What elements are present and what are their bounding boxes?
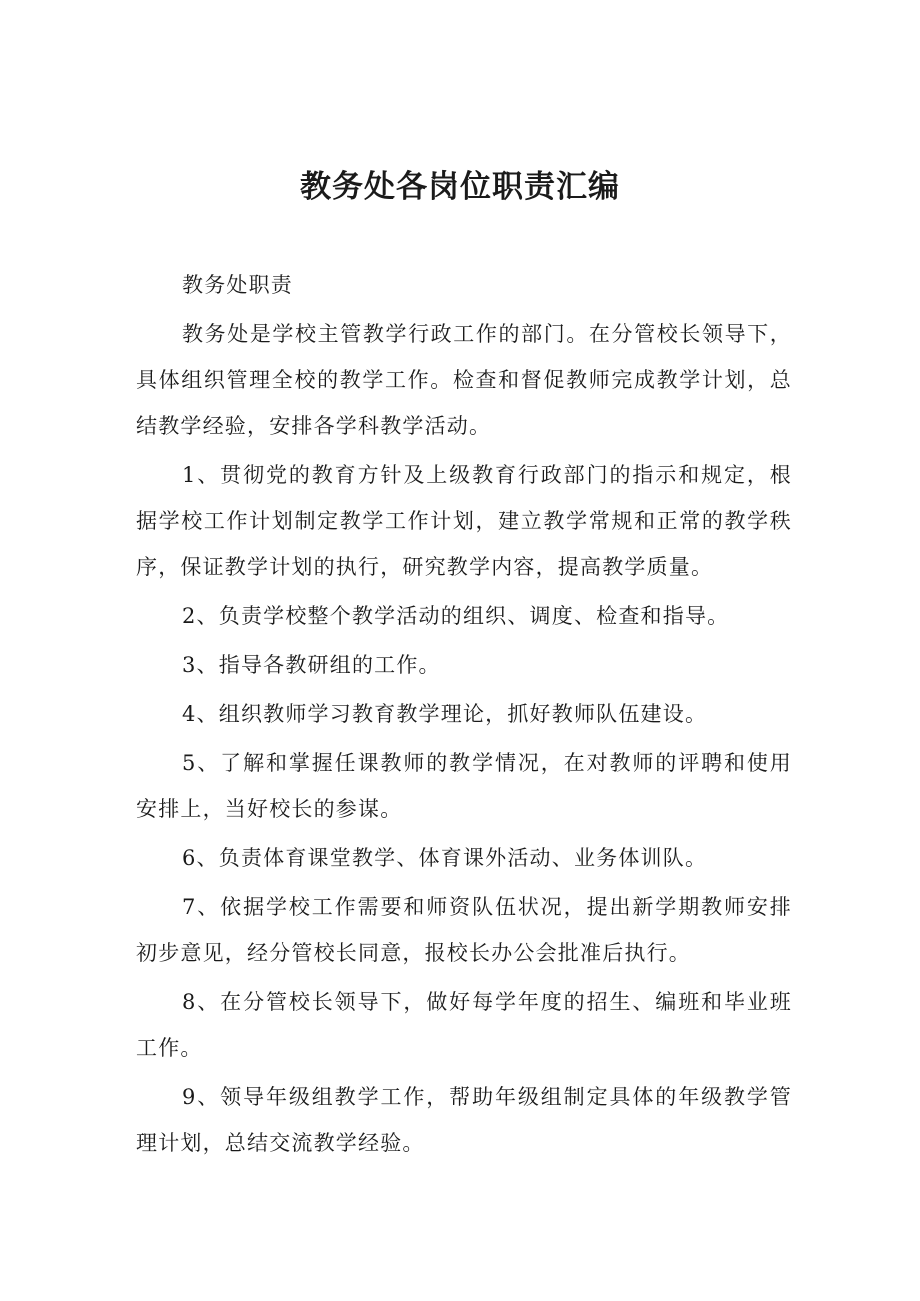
duty-item-4: 4、组织教师学习教育教学理论，抓好教师队伍建设。 bbox=[182, 702, 708, 726]
document-body bbox=[136, 262, 792, 1169]
duty-item-3: 3、指导各教研组的工作。 bbox=[182, 653, 441, 677]
intro-paragraph: 教务处是学校主管教学行政工作的部门。在分管校长领导下，具体组织管理全校的教学工作。检查和督促教师完成教学计划，总结教学经验，安排各学科教学活动。 bbox=[136, 322, 792, 438]
duty-item-5: 5、了解和掌握任课教师的教学情况，在对教师的评聘和使用安排上，当好校长的参谋。 bbox=[136, 751, 792, 821]
duty-item-6: 6、负责体育课堂教学、体育课外活动、业务体训队。 bbox=[182, 846, 708, 870]
duty-item-8: 8、在分管校长领导下，做好每学年度的招生、编班和毕业班工作。 bbox=[136, 990, 792, 1060]
duty-item-1: 1、贯彻党的教育方针及上级教育行政部门的指示和规定，根据学校工作计划制定教学工作计划，建立教学常规和正常的教学秩序，保证教学计划的执行，研究教学内容，提高教学质量。 bbox=[136, 463, 792, 579]
section-heading: 教务处职责 bbox=[182, 273, 293, 297]
duty-item-9: 9、领导年级组教学工作，帮助年级组制定具体的年级教学管理计划，总结交流教学经验。 bbox=[136, 1085, 792, 1155]
document-title: 教务处各岗位职责汇编 bbox=[300, 169, 620, 205]
duty-item-2: 2、负责学校整个教学活动的组织、调度、检查和指导。 bbox=[182, 604, 730, 628]
duty-item-7: 7、依据学校工作需要和师资队伍状况，提出新学期教师安排初步意见，经分管校长同意，报校长办公会批准后执行。 bbox=[136, 895, 792, 965]
